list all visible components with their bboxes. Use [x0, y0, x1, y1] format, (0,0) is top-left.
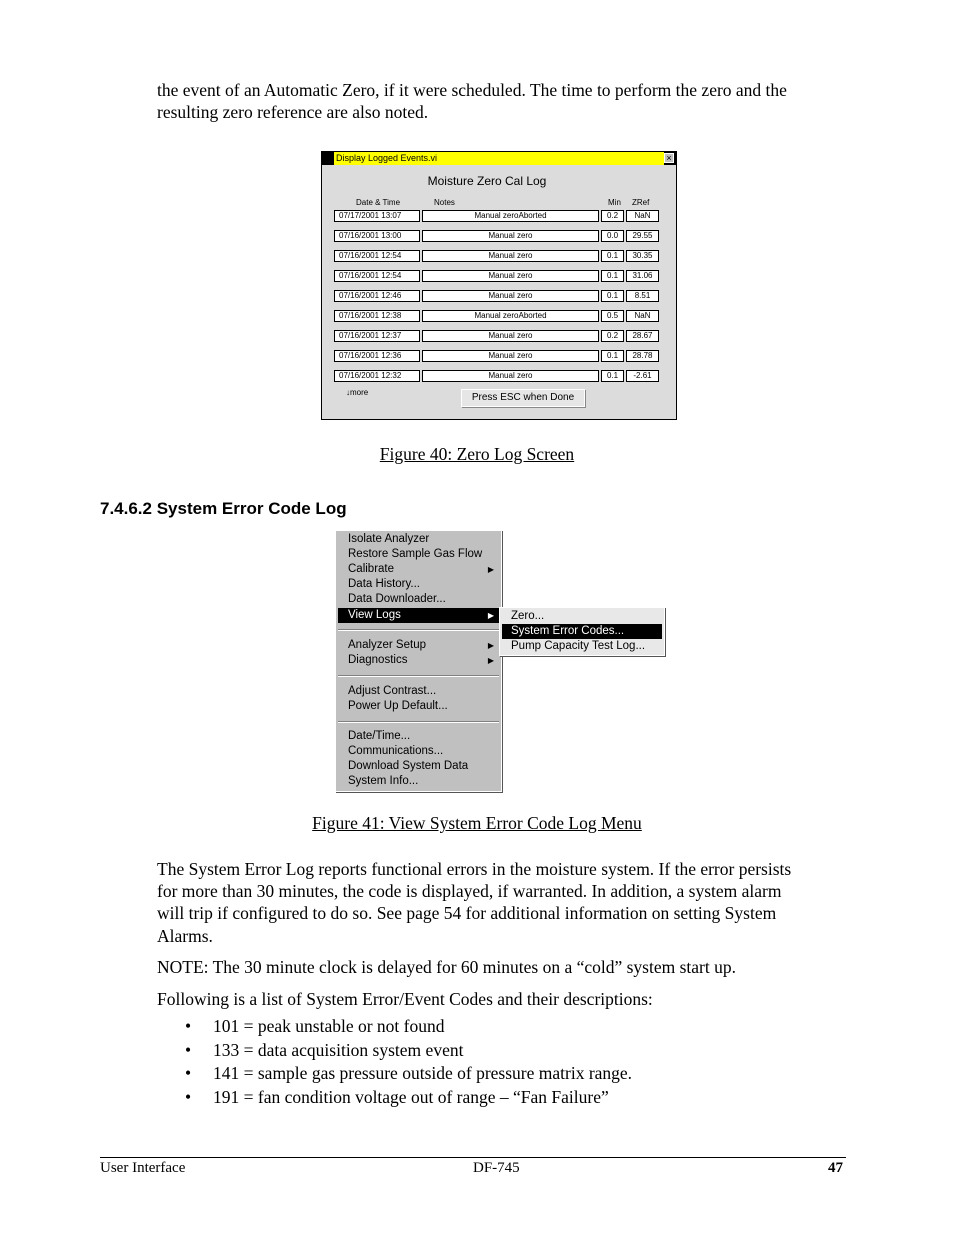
- cell-min: 0.0: [601, 230, 624, 242]
- menu-item-isolate-analyzer[interactable]: Isolate Analyzer: [348, 533, 430, 545]
- figure-41-caption: Figure 41: View System Error Code Log Menu: [312, 813, 642, 833]
- cell-min: 0.1: [601, 250, 624, 262]
- footer-center: DF-745: [473, 1160, 520, 1176]
- cell-notes: Manual zero: [422, 330, 599, 342]
- intro-line-1: the event of an Automatic Zero, if it were scheduled. The time to perform the zero and the: [157, 80, 787, 100]
- intro-line-2: resulting zero reference are also noted.: [157, 102, 429, 122]
- menu-item-restore-sample-gas-flow[interactable]: Restore Sample Gas Flow: [348, 548, 483, 560]
- body-para1-line3: will trip if configured to do so. See page 54 for additional information on setting System: [157, 903, 777, 923]
- cell-notes: Manual zero: [422, 250, 599, 262]
- cell-notes: Manual zero: [422, 270, 599, 282]
- body-para1-line1: The System Error Log reports functional errors in the moisture system. If the error persists: [157, 859, 792, 879]
- cell-min: 0.2: [601, 330, 624, 342]
- cell-notes: Manual zero: [422, 370, 599, 382]
- cell-min: 0.1: [601, 370, 624, 382]
- menu-separator: [338, 721, 499, 723]
- list-intro: Following is a list of System Error/Event Codes and their descriptions:: [157, 989, 653, 1009]
- cell-zref: 31.06: [626, 270, 659, 282]
- menu-item-adjust-contrast[interactable]: Adjust Contrast...: [348, 685, 437, 697]
- menu-item-analyzer-setup[interactable]: Analyzer Setup ▶: [348, 639, 494, 651]
- footer-divider: [100, 1157, 846, 1158]
- more-indicator[interactable]: [346, 388, 368, 397]
- body-para1-line4: Alarms.: [157, 926, 213, 946]
- cell-zref: NaN: [626, 310, 659, 322]
- submenu-item-pump-capacity-test-log[interactable]: Pump Capacity Test Log...: [511, 640, 646, 652]
- cell-zref: 8.51: [626, 290, 659, 302]
- list-item: • 101 = peak unstable or not found: [185, 1015, 632, 1039]
- cell-datetime: 07/16/2001 12:46: [334, 290, 420, 302]
- cell-datetime: 07/17/2001 13:07: [334, 210, 420, 222]
- menu-item-data-history[interactable]: Data History...: [348, 578, 420, 590]
- cell-datetime: 07/16/2001 12:32: [334, 370, 420, 382]
- cell-datetime: 07/16/2001 13:00: [334, 230, 420, 242]
- menu-item-communications[interactable]: Communications...: [348, 745, 444, 757]
- body-para1-line2: for more than 30 minutes, the code is displayed, if warranted. In addition, a system alarm: [157, 881, 782, 901]
- figure-40-caption: Figure 40: Zero Log Screen: [379, 444, 575, 464]
- menu-item-diagnostics[interactable]: Diagnostics ▶: [348, 654, 494, 666]
- window-title: Display Logged Events.vi: [334, 152, 664, 165]
- submenu-arrow-icon: ▶: [487, 641, 494, 650]
- cell-datetime: 07/16/2001 12:38: [334, 310, 420, 322]
- header-min: Min: [608, 198, 621, 207]
- cell-datetime: 07/16/2001 12:36: [334, 350, 420, 362]
- footer-left: User Interface: [100, 1160, 186, 1176]
- menu-item-system-info[interactable]: System Info...: [348, 775, 419, 787]
- header-notes: Notes: [434, 198, 455, 207]
- more-label: more: [350, 388, 369, 397]
- close-icon[interactable]: ×: [664, 153, 674, 163]
- error-code-list: [185, 1015, 632, 1109]
- list-item: • 191 = fan condition voltage out of range – “Fan Failure”: [185, 1086, 632, 1110]
- note-paragraph: NOTE: The 30 minute clock is delayed for 60 minutes on a “cold” system start up.: [157, 957, 736, 977]
- cell-datetime: 07/16/2001 12:37: [334, 330, 420, 342]
- cell-notes: Manual zeroAborted: [422, 210, 599, 222]
- cell-zref: 29.55: [626, 230, 659, 242]
- view-logs-submenu: [499, 607, 665, 656]
- submenu-arrow-icon: ▶: [487, 611, 494, 620]
- cell-zref: 28.67: [626, 330, 659, 342]
- menu-separator: [338, 675, 499, 677]
- submenu-item-system-error-codes[interactable]: System Error Codes...: [502, 624, 662, 639]
- menu-item-download-system-data[interactable]: Download System Data: [348, 760, 469, 772]
- cell-min: 0.1: [601, 270, 624, 282]
- cell-datetime: 07/16/2001 12:54: [334, 250, 420, 262]
- cell-min: 0.2: [601, 210, 624, 222]
- main-menu: [335, 530, 502, 792]
- cell-min: 0.5: [601, 310, 624, 322]
- cell-zref: 28.78: [626, 350, 659, 362]
- window-titlebar: [322, 152, 676, 165]
- cell-notes: Manual zeroAborted: [422, 310, 599, 322]
- section-heading: 7.4.6.2 System Error Code Log: [100, 499, 347, 518]
- list-item: • 133 = data acquisition system event: [185, 1039, 632, 1063]
- log-title: Moisture Zero Cal Log: [427, 174, 547, 188]
- submenu-item-zero[interactable]: Zero...: [511, 610, 545, 622]
- list-item: • 141 = sample gas pressure outside of pressure matrix range.: [185, 1062, 632, 1086]
- cell-min: 0.1: [601, 290, 624, 302]
- cell-datetime: 07/16/2001 12:54: [334, 270, 420, 282]
- page-number: 47: [828, 1160, 843, 1176]
- menu-item-data-downloader[interactable]: Data Downloader...: [348, 593, 446, 605]
- header-datetime: Date & Time: [356, 198, 401, 207]
- menu-separator: [338, 629, 499, 631]
- menu-item-power-up-default[interactable]: Power Up Default...: [348, 700, 448, 712]
- cell-zref: -2.61: [626, 370, 659, 382]
- header-zref: ZRef: [632, 198, 650, 207]
- cell-notes: Manual zero: [422, 290, 599, 302]
- cell-notes: Manual zero: [422, 230, 599, 242]
- cell-zref: NaN: [626, 210, 659, 222]
- arrow-down-icon: ↓: [346, 388, 350, 397]
- zero-log-window: [321, 151, 677, 420]
- menu-item-view-logs[interactable]: View Logs ▶: [338, 608, 499, 623]
- cell-min: 0.1: [601, 350, 624, 362]
- submenu-arrow-icon: ▶: [487, 656, 494, 665]
- cell-zref: 30.35: [626, 250, 659, 262]
- submenu-arrow-icon: ▶: [487, 565, 494, 574]
- press-esc-button[interactable]: Press ESC when Done: [461, 389, 585, 407]
- menu-item-date-time[interactable]: Date/Time...: [348, 730, 411, 742]
- cell-notes: Manual zero: [422, 350, 599, 362]
- menu-item-calibrate[interactable]: Calibrate ▶: [348, 563, 494, 575]
